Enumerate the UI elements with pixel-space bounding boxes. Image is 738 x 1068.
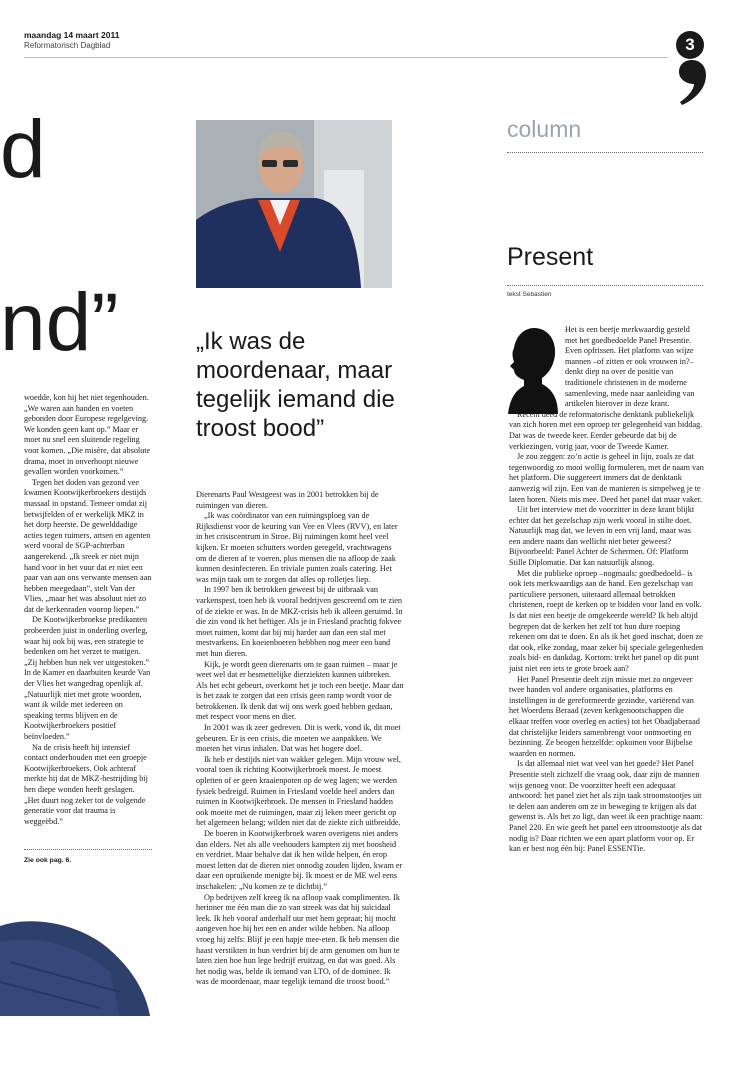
issue-date: maandag 14 maart 2011 [24,30,120,40]
dotted-rule [507,285,703,286]
comma-logo-icon [676,58,708,106]
column-paragraph: Is dat allemaal niet wat veel van het goede? Het Panel Presentie stelt zichzelf die vraag ook, daar zijn de mannen wijs genoeg voor. De voorzitter heeft een adequaat antwoord: het panel ziet het als zijn taak stroomstootjes uit te delen aan anderen om ze in beweging te krijgen als dat gewenst is. Als het zo ligt, dan weet ik een prachtige naam: Panel 220. En wie geeft het panel een stroomstootje als dat nodig is? Daar richten we een apart platform voor op. Er kan er best nog één bij: Panel ESSENTie. [509,759,703,854]
column-paragraph: Het is een beetje merkwaardig gesteld met het goedbedoelde Panel Presentie. Even opfrissen. Het platform van wijze mannen –of zitten er ook vrouwen in?– denkt diep na over de positie van traditionele christenen in de moderne samenleving, mede naar aanleiding van artikelen hierover in deze krant. [565,325,695,409]
dotted-rule [507,152,703,153]
newspaper-name: Reformatorisch Dagblad [24,41,111,50]
article-paragraph: Tegen het doden van gezond vee kwamen Kootwijkerbroekers destijds massaal in opstand. Temeer omdat zij betwijfelden of er werkelijk MKZ in het dorp heerste. De gewelddadige acties tegen ruimers, artsen en agenten werd vooral de SGP-achterban aangerekend. „Ik sreek er niet mijn hand voor in het vuur dat er niet een paar van aan ons verwante mensen aan hebben meegedaan”, stelt Van der Vlies, „maar het was absoluut niet zo dat de kerkenraden voorop liepen.” [24,477,152,614]
partial-photo [0,912,150,1016]
article-continuation [24,393,152,827]
column-paragraph: Met die publieke oproep –nogmaals: goedbedoeld– is ook iets merkwaardigs aan de hand. Een gezelschap van particuliere personen, uiteraard allemaal betrokken christenen, roept de kerken op te bidden voor land en volk. Is dat niet een beetje de omgekeerde wereld? Ik heb altijd begrepen dat de kerken het zelf tot hun dure roeping rekenen om dat te doen. En als ik het goed inschat, doen ze dat ook, elke zondag, maar zeker bij speciale gelegenheden zoals bid- en dankdag. Kortom: trekt het panel op dit punt juist niet een iets te grote broek aan? [509,568,704,673]
byline: tekst Sebastien [507,291,552,298]
column-paragraph: Uit het interview met de voorzitter in deze krant blijkt echter dat het gezelschap zijn werk vooral in stilte doet. Natuurlijk mag dat, we leven in een vrij land, maar was een andere naam dan wellicht niet beter geweest? Bijvoorbeeld: Panel Achter de Schermen. Of: Platform Stille Diplomatie. Dat kan natuurlijk alsnog. [509,505,695,568]
article-paragraph: woedde, kon hij het niet tegenhouden. „We waren aan handen en voeten gebonden door Europese regelgeving. We konden geen kant op.” Maar er moet nu snel een sluitende regeling voor komen. „Die misère, dat absolute drama, moet in onverhoopt nieuwe gevallen worden voorkomen.” [24,393,151,477]
article-paragraph: Na de crisis heeft hij intensief contact onderhouden met een groepje Kootwijkerbroekers. Ook achteraf merkte hij dat de MKZ-bestrijding bij hen diepe wonden heeft geslagen. „Het duurt nog zeker tot de volgende generatie voor dat trauma is weggeëbd.” [24,742,148,826]
article-paragraph: Kijk, je wordt geen dierenarts om te gaan ruimen – maar je weet wel dat er besmettelijke dierziekten kunnen uitbreken. Als het echt gebeurt, overkomt het je toch een beetje. Maar dan is het zaak te zorgen dat een crisis geen ramp wordt voor de betrokkenen. Ik denk dat wij ons werk goed hebben gedaan, met respect voor mens en dier. [196,659,404,722]
column-title: Present [507,243,594,271]
article-paragraph: De Kootwijkerbroekse predikanten probeerden juist in onderling overleg, waar hij ook bij was, een strategie te bedenken om het verzet te matigen. „Zij hebben hun nek ver uitgestoken.” In de Kamer en daarbuiten keurde Van der Vlies het wangedrag openlijk af. „Natuurlijk niet met grote woorden, want ik wilde met iedereen on speaking terms blijven en de Kootwijkerbroekers positief beïnvloeden.” [24,615,151,741]
see-also-reference: Zie ook pag. 6. [24,857,72,864]
column-body [509,325,704,855]
article-paragraph: In 2001 was ik zeer gedreven. Dit is werk, vond ik, dit moet gebeuren. Er is een crisis, die moeten we aanpakken. We moeten het virus inhalen. Dat was het hogere doel. [196,723,401,754]
portrait-photo [196,120,392,288]
interview-body [196,490,404,988]
article-paragraph: De boeren in Kootwijkerbroek waren overigens niet anders dan elders. Net als alle veehouders kampten zij met boosheid en verdriet. Maar behalve dat ik hen wilde helpen, én erop moest letten dat de dieren niet onnodig zouden lijden, kwam er daar een opruikende menigte bij. Ik moest er de ME wel eens inschakelen: „Nu komen ze te dichtbij.” [196,829,403,891]
section-label: column [507,116,582,142]
article-paragraph: Op bedrijven zelf kreeg ik na afloop vaak complimenten. Ik herinner me één man die zo van streek was dat hij suïcidaal leek. Ik heb vooraf anderhalf uur met hem gepraat; hij mocht aangeven hoe hij het een en ander wilde hebben. Na afloop vroeg hij zelfs: Blijf je een hapje mee-eten. Ik heb mensen die haast verstikten in hun verdriet bij de arm genomen om hun te laten zien hoe hun lege bedrijf eruitzag, en dat was goed. Als het nodig was, belde ik iemand van LTO, of de dominee. Ik was de moordenaar, maar tegelijk iemand die troost bood.” [196,892,400,987]
column-paragraph: Je zou zeggen: zo’n actie is geheel in lijn, zoals ze dat tegenwoordig zo mooi wollig formuleren, met de naam van het platform. Die suggereert immers dat de denktank aanwezig wil zijn. Een van de manieren is simpelweg je te laten horen. Niets mis mee. Deed het panel dat maar vaker. [509,452,704,504]
article-paragraph: „Ik was coördinator van een ruimingsploeg van de Rijksdienst voor de keuring van Vee en Vlees (RVV), en later in het crisiscentrum in Stroe. Bij ruimingen komt heel veel kijken. Er moeten schutters worden geregeld, vrachtwagens om de dieren af te voeren, plus mensen die na afloop de zaak kunnen desinfecteren. En triviale punten zoals catering. Het was mijn taak om te zorgen dat alles op rolletjes liep. [196,511,398,584]
column-paragraph: Het Panel Presentie deelt zijn missie met zo ongeveer twee handen vol andere organisaties, platforms en instellingen in de gereformeerde gezindte, variërend van het Woerdens Beraad (zeven kerkgenootschappen die elkaar treffen voor overleg en acties) tot het Obadjaberaad dat christelijke leiders samenbrengt voor ontmoeting en bezinning. Ze beogen hetzelfde: opkomen voor Bijbelse waarden en normen. [509,674,700,758]
headline-fragment-top: d [0,104,46,195]
article-paragraph: In 1997 ben ik betrokken geweest bij de uitbraak van varkenspest, toen heb ik vooral bedrijven gescreend om te zien of de ziekte er was. In de MKZ-crisis heb ik alleen geruimd. In die zin vond ik het heftiger. Als je in Friesland prachtig fokvee moet ruimen, komt dat bij mij harder aan dan een stal met mestvarkens. En koeienboeren hebbben nog meer een band met hun dieren. [196,585,403,658]
article-paragraph: Ik heb er destijds niet van wakker gelegen. Mijn vrouw wel, vooral toen ik richting Kootwijkerbroek moest. Je moest opletten of er geen kraaienpoten op de weg lagen; we werden fysiek bedreigd. Ruimen in Friesland voelde heel anders dan ruimen in Kootwijkerbroek. De mensen in Friesland hadden ook moeite met de ruimingen, maar zij leken meer gericht op het algemeen belang; wilden niet dat de ziekte zich uitbreidde. [196,754,401,828]
dotted-rule [24,849,152,850]
headline-fragment-bottom: nd” [0,277,119,368]
column-paragraph: Recent deed de reformatorische denktank publiekelijk van zich horen met een oproep ter gelegenheid van biddag. Dat was de tweede keer. Eerder gebeurde dat bij de verkiezingen, vorig jaar, voor de Tweede Kamer. [509,409,703,451]
interview-intro: Dierenarts Paul Westgeest was in 2001 betrokken bij de ruimingen van dieren. [196,490,379,510]
pull-quote: „Ik was de moordenaar, maar tegelijk iemand die troost bood” [196,328,395,442]
page-number-badge: 3 [676,31,704,59]
header-rule [24,57,668,58]
